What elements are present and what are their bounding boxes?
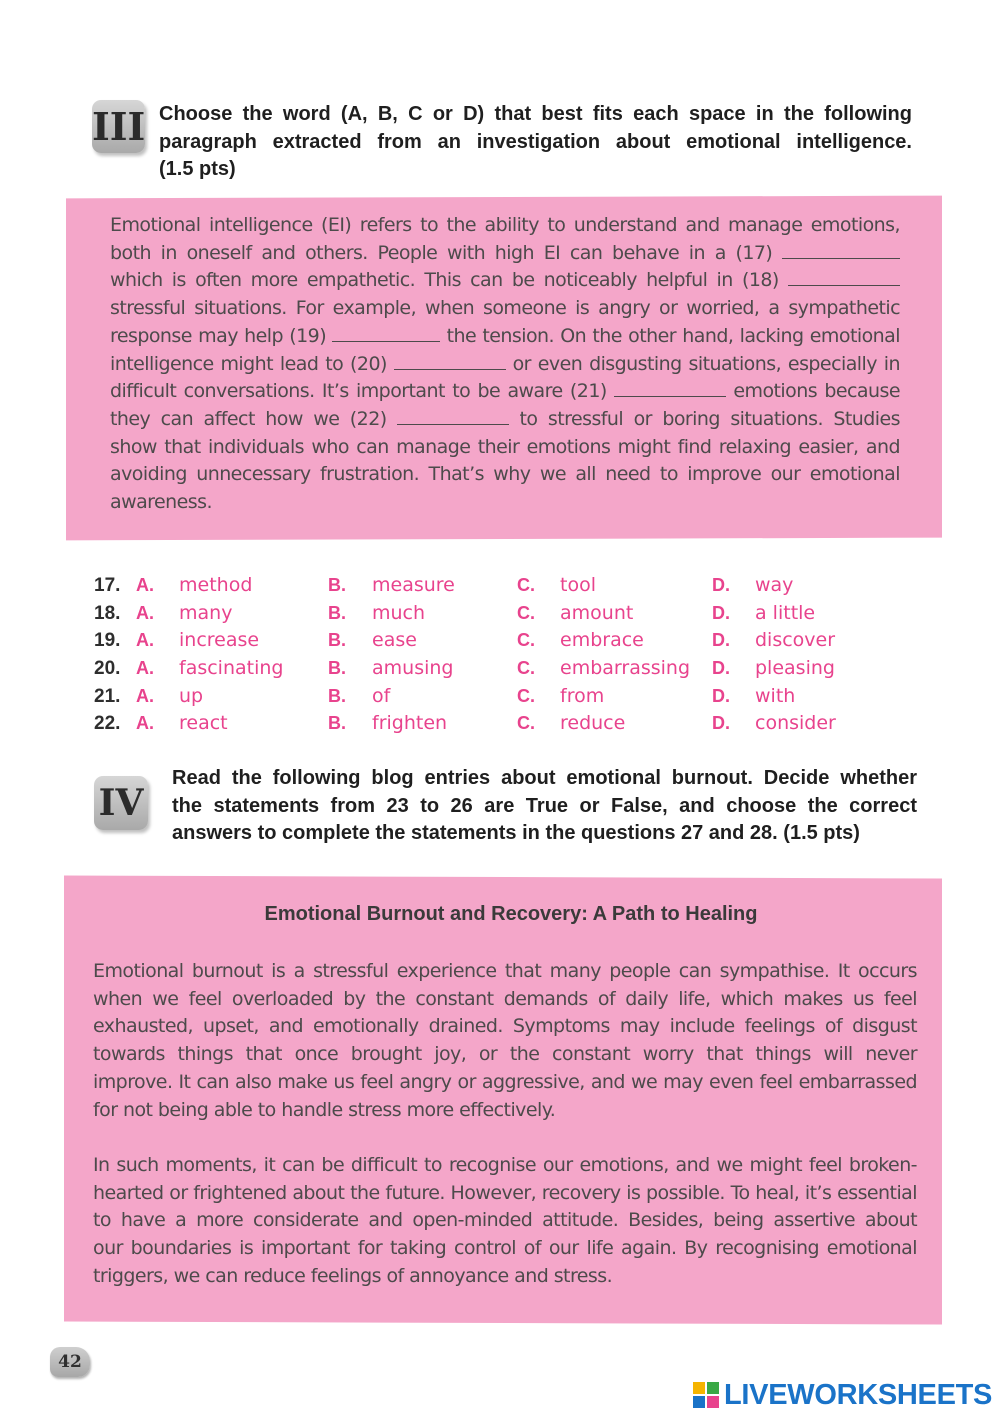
option-20-c[interactable]: embarrassing — [560, 657, 691, 680]
question-number: 18. — [94, 602, 121, 624]
gap-22-blank[interactable] — [397, 406, 509, 425]
option-20-a[interactable]: fascinating — [179, 657, 284, 680]
option-19-a[interactable]: increase — [179, 629, 260, 652]
passage-line: response may help (19) the tension. On the other hand, lacking emotional — [110, 324, 900, 347]
option-22-c[interactable]: reduce — [560, 712, 626, 735]
section-iv-instructions — [172, 765, 917, 848]
passage-text — [110, 212, 900, 517]
blog-line: for not being able to handle stress more effectively. — [93, 1098, 556, 1121]
passage-line: avoiding unnecessary frustration. That’s why we all need to improve our emotional — [110, 463, 900, 486]
option-letter: C. — [517, 713, 535, 734]
passage-line: Emotional intelligence (EI) refers to the ability to understand and manage emotions, — [110, 214, 900, 236]
blog-line: In such moments, it can be difficult to recognise our emotions, and we might feel broken- — [93, 1154, 917, 1176]
instruction-line: (1.5 pts) — [159, 158, 236, 180]
gap-19-blank[interactable] — [332, 323, 440, 342]
liveworksheets-logo-icon — [693, 1381, 721, 1409]
logo-text: LIVEWORKSHEETS — [724, 1379, 993, 1411]
section-badge-iii: III — [92, 100, 145, 153]
option-letter: C. — [517, 630, 535, 651]
passage-line: awareness. — [110, 491, 212, 514]
question-row-17 — [94, 572, 854, 600]
passage-line: both in oneself and others. People with high EI can behave in a (17) — [110, 240, 900, 268]
question-number: 22. — [94, 713, 121, 735]
passage-line: difficult conversations. It’s important to be aware (21) emotions because — [110, 380, 900, 403]
option-letter: D. — [712, 575, 730, 595]
instruction-line: answers to complete the statements in the questions 27 and 28. (1.5 pts) — [172, 822, 860, 844]
option-letter: B. — [328, 658, 346, 679]
option-21-d[interactable]: with — [755, 684, 796, 707]
option-20-b[interactable]: amusing — [372, 657, 454, 680]
option-letter: A. — [136, 575, 154, 595]
passage-line: they can affect how we (22) to stressful or boring situations. Studies — [110, 407, 900, 430]
option-letter: B. — [328, 630, 346, 651]
blog-paragraph-1 — [93, 958, 917, 1124]
option-17-c[interactable]: tool — [560, 574, 596, 596]
question-number: 21. — [94, 685, 121, 707]
blog-line: triggers, we can reduce feelings of annoyance and stress. — [93, 1264, 613, 1287]
option-letter: A. — [136, 685, 154, 706]
blog-line: exhausted, upset, and emotionally drained. Symptoms may include feelings of disgust — [93, 1015, 917, 1038]
option-21-a[interactable]: up — [179, 684, 204, 707]
gap-17-blank[interactable] — [782, 240, 900, 259]
blog-line: towards things that once brought joy, or the constant worry that things will never — [93, 1043, 917, 1066]
question-number: 20. — [94, 658, 121, 680]
option-21-c[interactable]: from — [560, 684, 605, 707]
question-row-20 — [94, 655, 854, 683]
instruction-line: Read the following blog entries about emotional burnout. Decide whether — [172, 767, 917, 789]
option-17-b[interactable]: measure — [372, 574, 455, 596]
option-letter: B. — [328, 685, 346, 706]
option-letter: B. — [328, 575, 346, 595]
question-row-21 — [94, 683, 854, 711]
section-badge-iv: IV — [94, 776, 148, 830]
option-letter: A. — [136, 630, 154, 651]
instruction-line: paragraph extracted from an investigation about emotional intelligence. — [159, 130, 912, 153]
blog-line: hearted or frightened about the future. However, recovery is possible. To heal, it’s essential — [93, 1181, 917, 1204]
liveworksheets-logo — [693, 1378, 992, 1412]
question-row-18 — [94, 600, 854, 628]
option-17-d[interactable]: way — [755, 574, 794, 596]
question-number: 17. — [94, 575, 121, 596]
option-letter: D. — [712, 630, 730, 651]
blog-title: Emotional Burnout and Recovery: A Path to Healing — [264, 903, 758, 925]
gap-18-blank[interactable] — [788, 267, 900, 286]
option-19-b[interactable]: ease — [372, 629, 417, 652]
passage-line: show that individuals who can manage their emotions might find relaxing easier, and — [110, 435, 900, 458]
passage-line: stressful situations. For example, when someone is angry or worried, a sympathetic — [110, 297, 900, 320]
option-letter: A. — [136, 602, 154, 623]
option-letter: C. — [517, 685, 535, 706]
option-letter: C. — [517, 602, 535, 623]
option-letter: B. — [328, 602, 346, 623]
option-22-b[interactable]: frighten — [372, 712, 448, 735]
passage-line: intelligence might lead to (20) or even disgusting situations, especially in — [110, 352, 901, 375]
option-letter: D. — [712, 602, 730, 623]
blog-line: when we feel overloaded by the constant demands of daily life, which makes us feel — [93, 987, 917, 1010]
question-row-22 — [94, 710, 854, 738]
option-19-d[interactable]: discover — [755, 629, 836, 652]
option-letter: B. — [328, 713, 346, 734]
instruction-line: Choose the word (A, B, C or D) that best fits each space in the following — [159, 103, 912, 125]
option-letter: D. — [712, 713, 730, 734]
option-letter: D. — [712, 658, 730, 679]
section-iii-instructions — [159, 101, 912, 184]
blog-line: our boundaries is important for taking control of our life again. By recognising emotional — [93, 1237, 917, 1260]
option-letter: D. — [712, 685, 730, 706]
passage-line: which is often more empathetic. This can be noticeably helpful in (18) — [110, 267, 900, 295]
options-list — [94, 572, 854, 738]
option-letter: C. — [517, 658, 535, 679]
gap-20-blank[interactable] — [394, 351, 506, 370]
option-18-d[interactable]: a little — [755, 601, 816, 624]
option-20-d[interactable]: pleasing — [755, 657, 835, 680]
option-letter: C. — [517, 575, 535, 595]
question-row-19 — [94, 627, 854, 655]
blog-line: improve. It can also make us feel angry or aggressive, and we may even feel embarrassed — [93, 1070, 917, 1093]
option-19-c[interactable]: embrace — [560, 629, 644, 652]
option-21-b[interactable]: of — [372, 684, 391, 707]
option-letter: A. — [136, 713, 154, 734]
blog-paragraph-2 — [93, 1152, 917, 1291]
option-18-a[interactable]: many — [179, 601, 233, 624]
blog-line: to have a more considerate and open-minded attitude. Besides, being assertive about — [93, 1209, 917, 1232]
page-number: 42 — [50, 1347, 90, 1377]
option-letter: A. — [136, 658, 154, 679]
question-number: 19. — [94, 630, 121, 652]
option-18-c[interactable]: amount — [560, 601, 634, 624]
option-17-a[interactable]: method — [179, 574, 253, 596]
gap-21-blank[interactable] — [614, 378, 726, 397]
instruction-line: the statements from 23 to 26 are True or False, and choose the correct — [172, 794, 917, 817]
blog-line: Emotional burnout is a stressful experience that many people can sympathise. It occurs — [93, 960, 917, 982]
option-22-d[interactable]: consider — [755, 712, 836, 735]
option-22-a[interactable]: react — [179, 712, 228, 735]
option-18-b[interactable]: much — [372, 601, 426, 624]
